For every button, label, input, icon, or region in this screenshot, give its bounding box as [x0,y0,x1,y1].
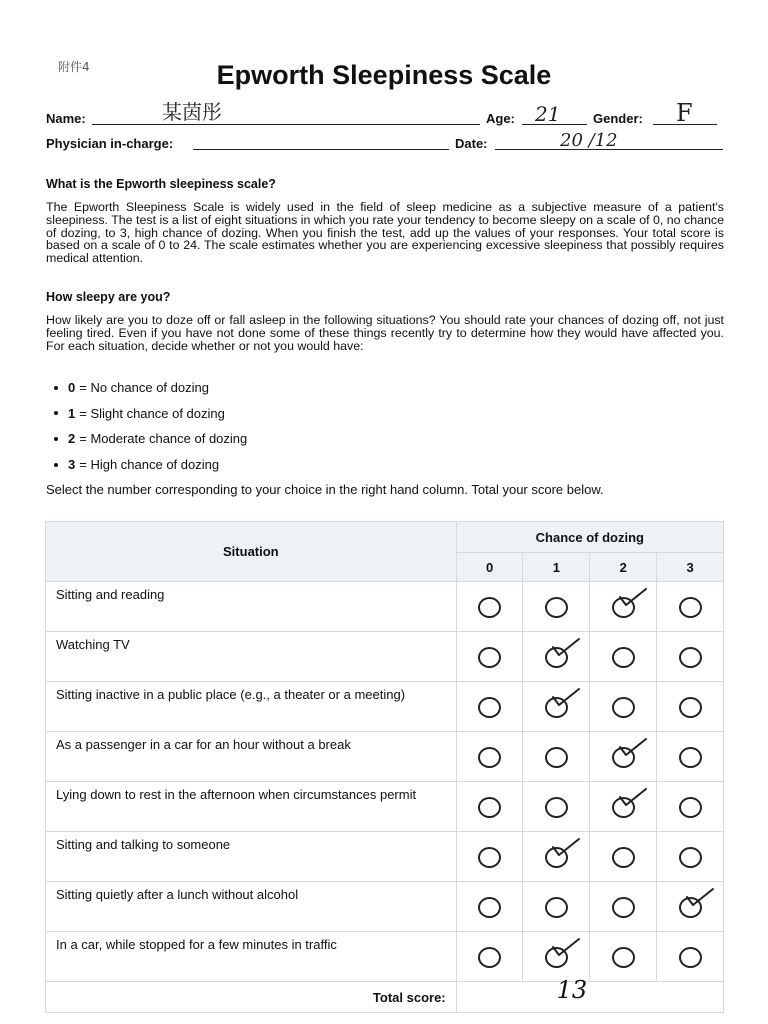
score-option-2[interactable] [590,932,657,982]
table-row [46,682,724,732]
page-title: Epworth Sleepiness Scale [216,60,552,90]
radio-circle[interactable] [679,897,702,918]
radio-circle[interactable] [612,697,635,718]
name-label: Name: [46,111,86,126]
date-label: Date: [455,136,488,151]
score-option-3[interactable] [657,582,724,632]
physician-field[interactable] [193,149,449,150]
table-row [46,782,724,832]
radio-circle[interactable] [679,847,702,868]
score-option-0[interactable] [456,682,523,732]
radio-circle[interactable] [478,947,501,968]
radio-circle[interactable] [545,797,568,818]
chance-header: Chance of dozing [456,522,723,553]
score-option-1[interactable] [523,682,590,732]
table-row [46,882,724,932]
gender-value: F [676,99,693,127]
what-body: The Epworth Sleepiness Scale is widely used in the field of sleep medicine as a subjective measure of a patient's sleepiness. The test is a list of eight situations in which you rate your tendency to become sleepy on a scale of 0, no chance of dozing, to 3, high chance of dozing. When you finish the test, add up the values of your responses. Your total score is based on a scale of 0 to 24. The scale estimates whether you are experiencing excessive sleepiness that possibly requires medical attention. [46,200,724,266]
scale-number: 3 [68,457,76,473]
radio-circle[interactable] [545,897,568,918]
table-row [46,632,724,682]
scale-item [46,426,247,452]
radio-circle[interactable] [478,847,501,868]
score-option-3[interactable] [657,732,724,782]
radio-circle[interactable] [612,747,635,768]
radio-circle[interactable] [478,747,501,768]
score-option-1[interactable] [523,732,590,782]
score-option-1[interactable] [523,882,590,932]
score-option-2[interactable] [590,732,657,782]
how-heading: How sleepy are you? [46,290,171,304]
scale-item [46,452,247,478]
score-option-2[interactable] [590,782,657,832]
radio-circle[interactable] [679,597,702,618]
scale-text: = Slight chance of dozing [79,405,225,421]
radio-circle[interactable] [478,697,501,718]
table-row [46,932,724,982]
radio-circle[interactable] [679,697,702,718]
radio-circle[interactable] [545,847,568,868]
age-label: Age: [486,111,515,126]
bullet-dot [54,463,58,467]
score-option-0[interactable] [456,732,523,782]
score-option-0[interactable] [456,782,523,832]
bullet-dot [54,411,58,415]
gender-label: Gender: [593,111,643,126]
radio-circle[interactable] [612,597,635,618]
bullet-dot [54,386,58,390]
scale-number: 2 [68,431,76,447]
radio-circle[interactable] [545,647,568,668]
table-body [46,582,724,982]
total-score-cell[interactable] [456,976,723,1013]
name-field[interactable] [92,124,480,125]
bullet-dot [54,437,58,441]
score-option-3[interactable] [657,882,724,932]
situation-text: Sitting quietly after a lunch without alcohol [46,882,457,932]
score-option-3[interactable] [657,682,724,732]
how-body: How likely are you to doze off or fall asleep in the following situations? You should rate your chances of dozing off, not just feeling tired. Even if you have not done some of these things recently try to determine how they would have affected you. For each situation, decide whether or not you would have: [46,313,724,353]
table-row [46,832,724,882]
score-option-2[interactable] [590,882,657,932]
score-option-2[interactable] [590,832,657,882]
radio-circle[interactable] [612,797,635,818]
radio-circle[interactable] [679,747,702,768]
score-header-0: 0 [456,553,523,582]
score-option-2[interactable] [590,582,657,632]
score-option-0[interactable] [456,882,523,932]
scale-number: 0 [68,380,76,396]
situation-text: Sitting and talking to someone [46,832,457,882]
total-score-label: Total score: [46,982,457,1013]
age-value: 21 [535,102,561,126]
radio-circle[interactable] [612,847,635,868]
epworth-table [45,521,724,1013]
annex-label: 附件4 [58,60,90,74]
score-option-2[interactable] [590,632,657,682]
score-option-3[interactable] [657,832,724,882]
situation-text: Watching TV [46,632,457,682]
radio-circle[interactable] [545,747,568,768]
score-option-3[interactable] [657,782,724,832]
situation-text: As a passenger in a car for an hour without a break [46,732,457,782]
score-header-1: 1 [523,553,590,582]
radio-circle[interactable] [612,947,635,968]
radio-circle[interactable] [478,897,501,918]
radio-circle[interactable] [612,897,635,918]
score-option-0[interactable] [456,632,523,682]
radio-circle[interactable] [545,697,568,718]
scale-number: 1 [68,405,76,421]
scale-list [46,375,247,477]
score-option-3[interactable] [657,932,724,982]
score-option-2[interactable] [590,682,657,732]
situation-header: Situation [46,522,457,582]
scale-item [46,401,247,427]
physician-label: Physician in-charge: [46,136,174,151]
radio-circle[interactable] [679,797,702,818]
situation-text: Sitting and reading [46,582,457,632]
table-row [46,582,724,632]
radio-circle[interactable] [679,947,702,968]
score-header-3: 3 [657,553,724,582]
score-option-0[interactable] [456,832,523,882]
scale-text: = High chance of dozing [79,457,220,473]
total-score-value: 13 [556,976,588,1004]
radio-circle[interactable] [612,647,635,668]
scale-item [46,375,247,401]
score-option-0[interactable] [456,582,523,632]
radio-circle[interactable] [545,597,568,618]
date-value: 20 /12 [560,130,618,151]
radio-circle[interactable] [478,597,501,618]
score-option-1[interactable] [523,932,590,982]
radio-circle[interactable] [545,947,568,968]
what-heading: What is the Epworth sleepiness scale? [46,177,276,191]
table-row [46,732,724,782]
score-option-1[interactable] [523,632,590,682]
scale-text: = No chance of dozing [79,380,209,396]
score-option-1[interactable] [523,582,590,632]
radio-circle[interactable] [478,647,501,668]
name-value: 某茵彤 [162,100,222,124]
instruction-text: Select the number corresponding to your choice in the right hand column. Total your score below. [46,482,604,497]
radio-circle[interactable] [478,797,501,818]
score-header-2: 2 [590,553,657,582]
scale-text: = Moderate chance of dozing [79,431,248,447]
radio-circle[interactable] [679,647,702,668]
score-option-1[interactable] [523,832,590,882]
situation-text: Sitting inactive in a public place (e.g., a theater or a meeting) [46,682,457,732]
situation-text: Lying down to rest in the afternoon when circumstances permit [46,782,457,832]
score-option-3[interactable] [657,632,724,682]
score-option-0[interactable] [456,932,523,982]
situation-text: In a car, while stopped for a few minutes in traffic [46,932,457,982]
score-option-1[interactable] [523,782,590,832]
